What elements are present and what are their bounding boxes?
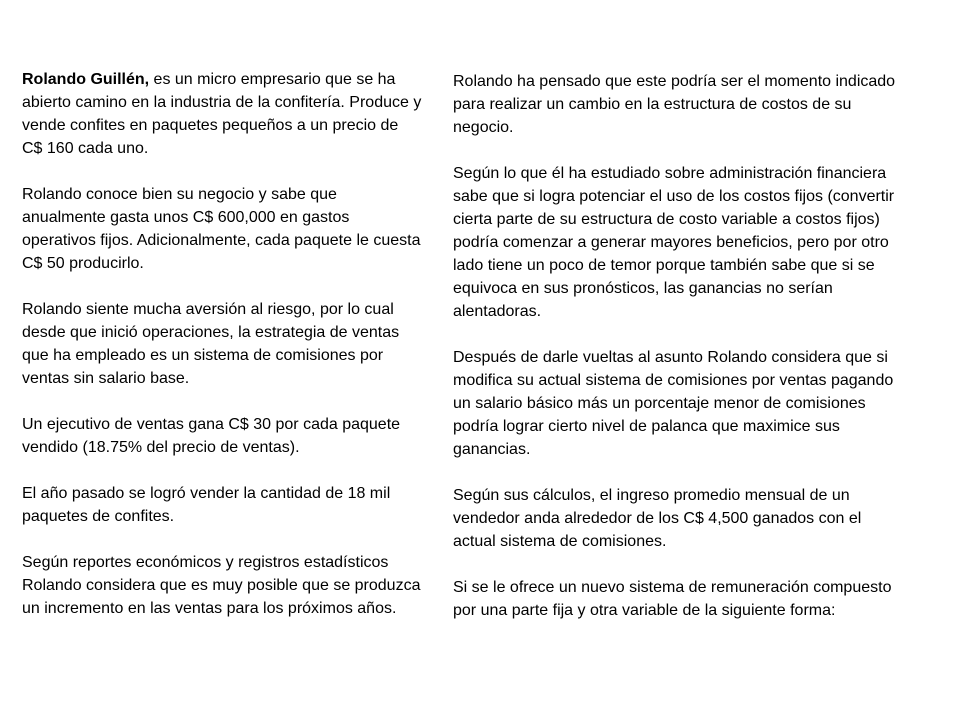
left-column [22, 68, 422, 620]
right-column [453, 70, 908, 622]
protagonist-name: Rolando Guillén, [22, 71, 150, 88]
fixed-costs-paragraph: Según lo que él ha estudiado sobre administración financiera sabe que si logra potenciar el uso de los costos fijos (convertir cierta parte de su estructura de costo variable a costos fijos) podría comenzar a generar mayores beneficios, pero por otro lado tiene un poco de temor porque también sabe que si se equivoca en sus pronósticos, las ganancias no serían alentadoras. [453, 165, 895, 320]
sales-forecast-paragraph: Según reportes económicos y registros estadísticos Rolando considera que es muy posible que se produzca un incremento en las ventas para los próximos años. [22, 554, 421, 617]
risk-aversion-paragraph: Rolando siente mucha aversión al riesgo, por lo cual desde que inició operaciones, la estrategia de ventas que ha empleado es un sistema de comisiones por ventas sin salario base. [22, 301, 400, 387]
sales-commission-paragraph: Un ejecutivo de ventas gana C$ 30 por cada paquete vendido (18.75% del precio de ventas). [22, 416, 401, 456]
intro-text: es un micro empresario que se ha abierto camino en la industria de la confitería. Produce y vende confites en paquetes pequeños a un precio de C$ 160 cada uno. [22, 71, 422, 157]
operating-costs-paragraph: Rolando conoce bien su negocio y sabe que anualmente gasta unos C$ 600,000 en gastos operativos fijos. Adicionalmente, cada paquete le cuesta C$ 50 producirlo. [22, 186, 421, 272]
last-year-sales-paragraph: El año pasado se logró vender la cantidad de 18 mil paquetes de confites. [22, 485, 391, 525]
new-remuneration-paragraph: Si se le ofrece un nuevo sistema de remuneración compuesto por una parte fija y otra variable de la siguiente forma: [453, 579, 892, 619]
intro-paragraph [22, 68, 422, 160]
average-income-paragraph: Según sus cálculos, el ingreso promedio mensual de un vendedor anda alrededor de los C$ 4,500 ganados con el actual sistema de comisiones. [453, 487, 862, 550]
cost-structure-paragraph: Rolando ha pensado que este podría ser el momento indicado para realizar un cambio en la estructura de costos de su negocio. [453, 73, 896, 136]
commission-change-paragraph: Después de darle vueltas al asunto Rolando considera que si modifica su actual sistema de comisiones por ventas pagando un salario básico más un porcentaje menor de comisiones podría lograr cierto nivel de palanca que maximice sus ganancias. [453, 349, 894, 458]
